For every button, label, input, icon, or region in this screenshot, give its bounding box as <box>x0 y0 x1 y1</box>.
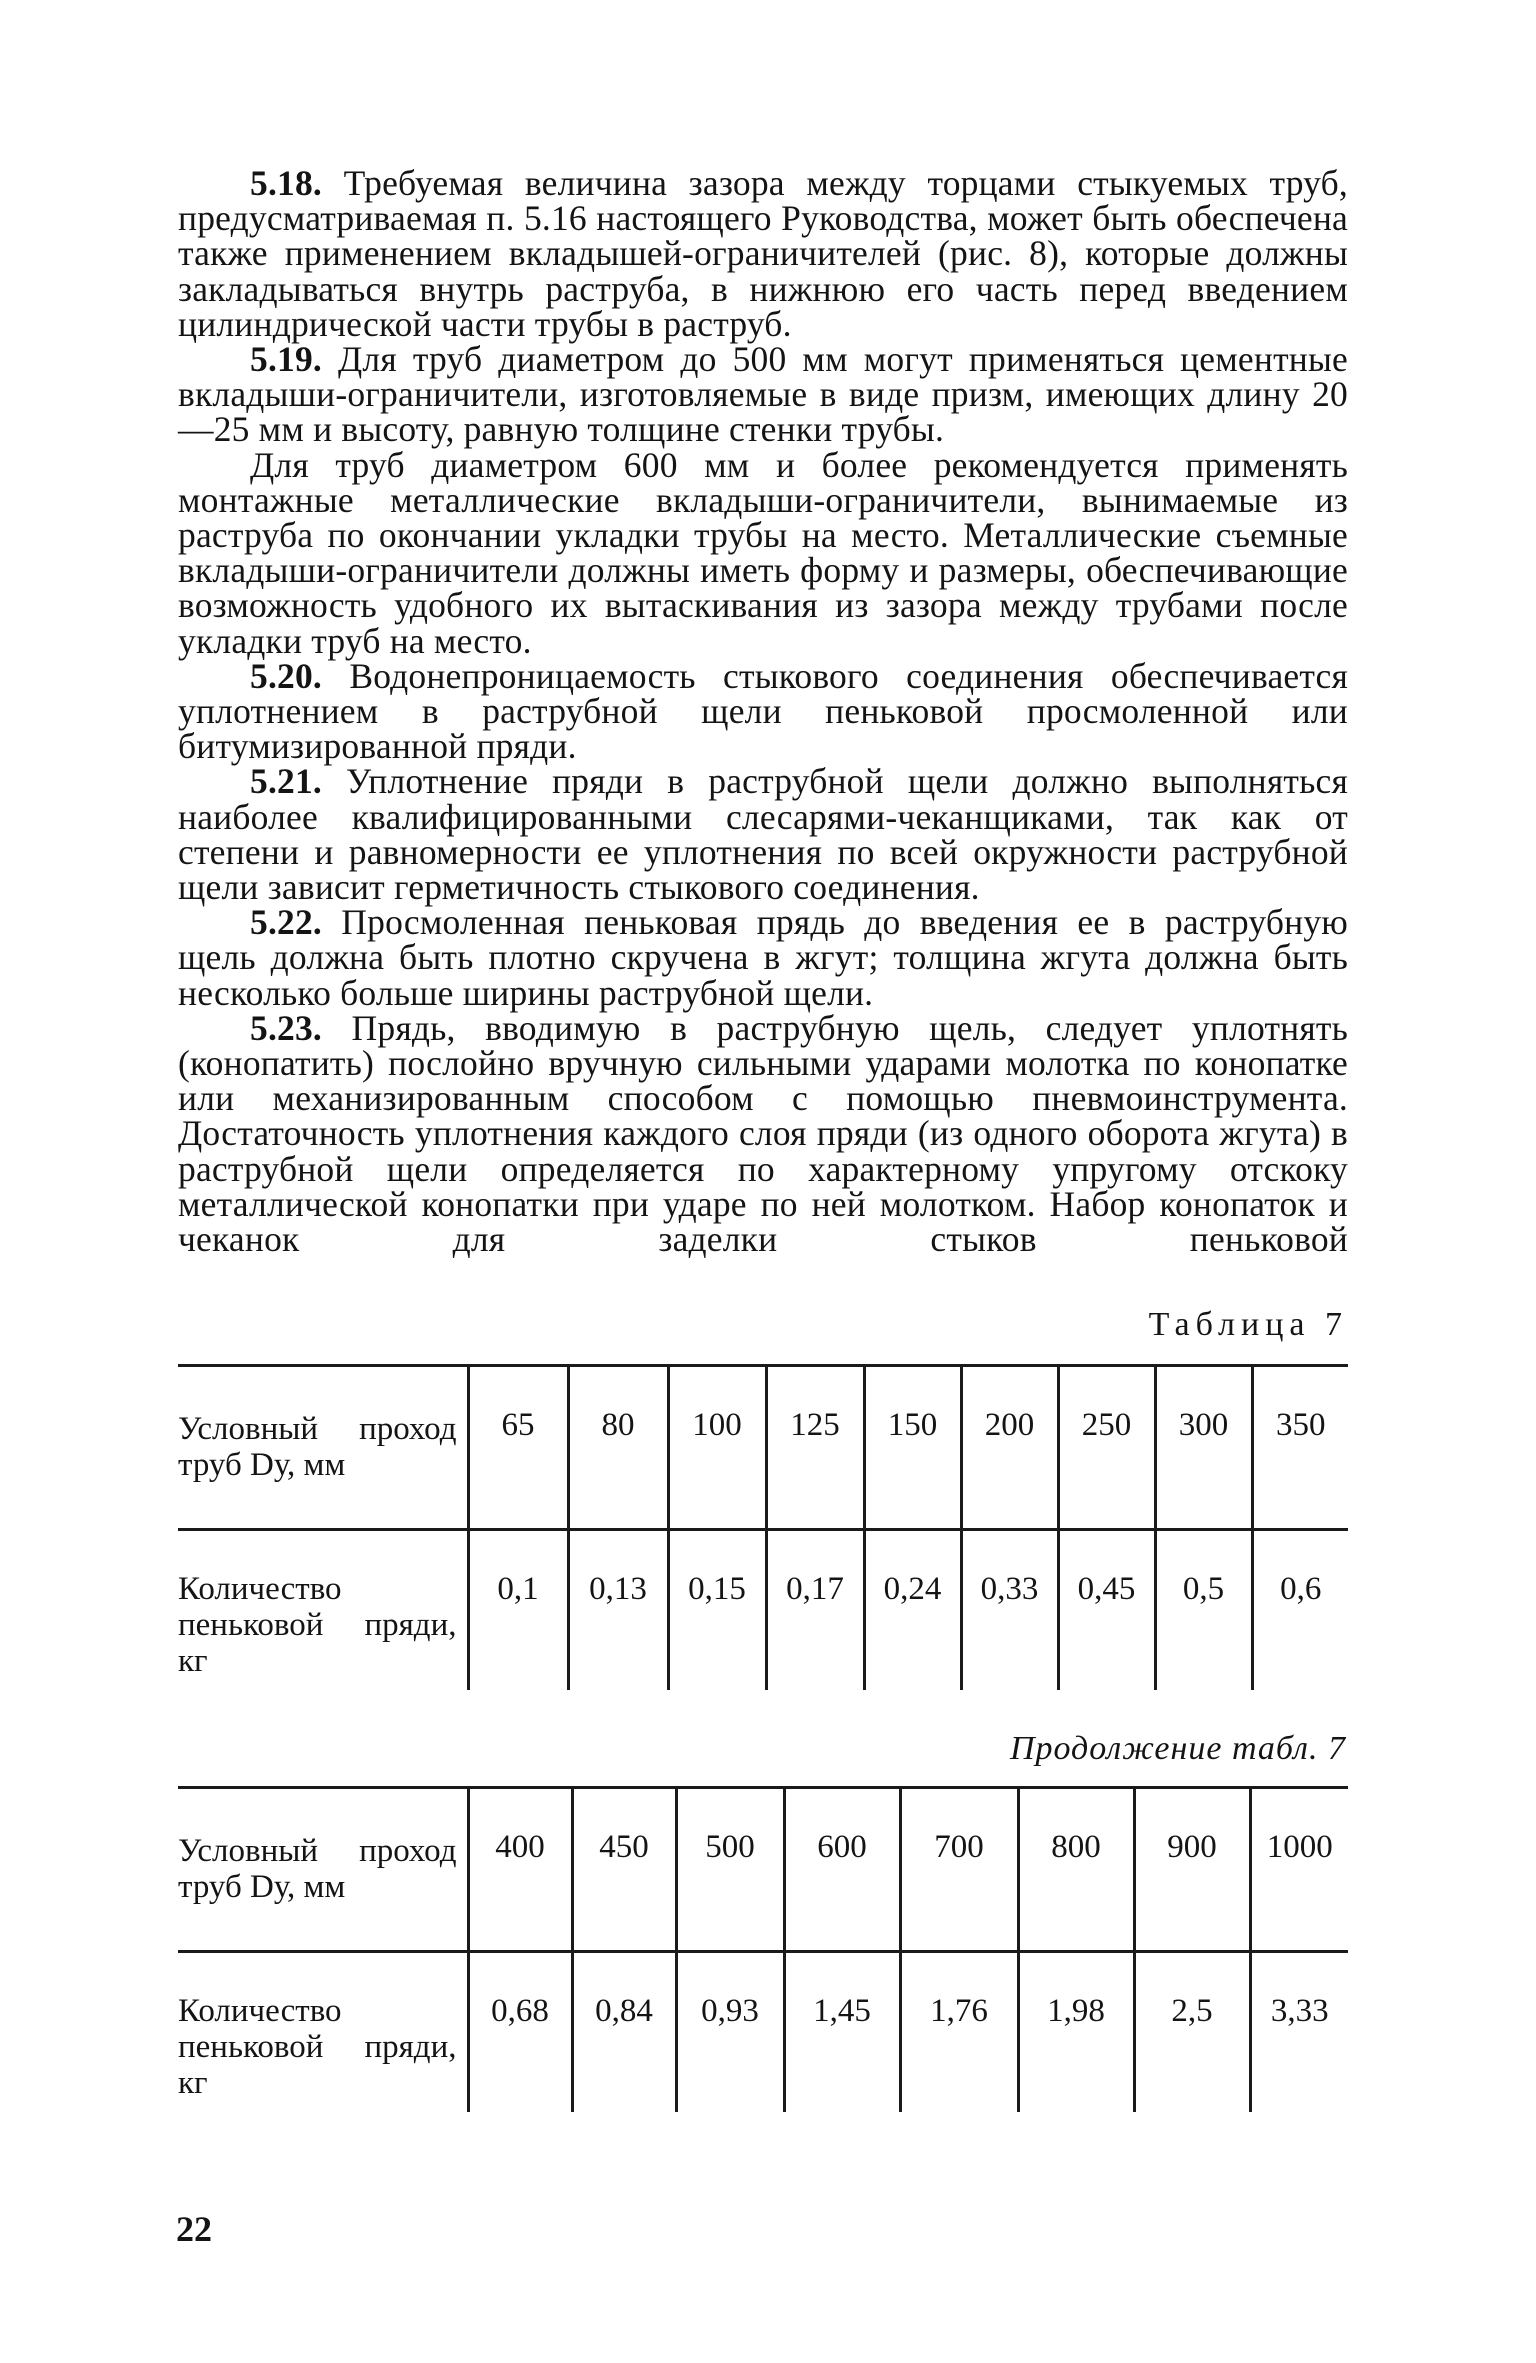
row-label-diameter: Условный проход труб Dу, мм <box>178 1833 457 1905</box>
cell-diameter: 125 <box>766 1366 864 1530</box>
table-caption: Таблица 7 <box>1148 1306 1348 1343</box>
cell-quantity: 1,98 <box>1018 1952 1134 2112</box>
cell-diameter: 65 <box>468 1366 568 1530</box>
cell-diameter: 900 <box>1134 1788 1250 1952</box>
cell-quantity: 0,68 <box>468 1952 572 2112</box>
cell-quantity: 0,33 <box>961 1530 1058 1690</box>
paragraph-text: Требуемая величина зазора между торцами стыкуемых труб, предусматриваемая п. 5.16 настоящего Руководства, может быть обеспечена также применением вкладышей-ограничителей (рис. 8), которые должны закладываться внутрь раструба, в нижнюю его часть перед введением цилиндрической части трубы в раструб. <box>178 163 1349 344</box>
cell-quantity: 0,17 <box>766 1530 864 1690</box>
paragraph-5-21 <box>178 761 1348 908</box>
cell-diameter: 800 <box>1018 1788 1134 1952</box>
cell-quantity: 0,15 <box>668 1530 766 1690</box>
cell-quantity: 0,45 <box>1058 1530 1155 1690</box>
cell-diameter: 500 <box>676 1788 784 1952</box>
paragraph-5-19 <box>178 339 1349 450</box>
cell-diameter: 200 <box>961 1366 1058 1530</box>
cell-diameter: 600 <box>784 1788 900 1952</box>
paragraph-number: 5.21. <box>250 761 322 802</box>
table-7-part-1 <box>178 1364 1348 1690</box>
table-7-part-2 <box>178 1786 1348 2112</box>
paragraph-text: Просмоленная пеньковая прядь до введения ее в раструбную щель должна быть плотно скручена в жгут; толщина жгута должна быть несколько больше ширины раструбной щели. <box>178 902 1348 1013</box>
cell-quantity: 0,93 <box>676 1952 784 2112</box>
cell-diameter: 80 <box>568 1366 668 1530</box>
cell-diameter: 150 <box>864 1366 961 1530</box>
paragraph-number: 5.22. <box>250 902 322 943</box>
paragraph-number: 5.19. <box>250 339 322 380</box>
cell-quantity: 0,24 <box>864 1530 961 1690</box>
paragraph-5-18 <box>178 163 1349 344</box>
cell-diameter: 250 <box>1058 1366 1155 1530</box>
row-label-diameter: Условный проход труб Dу, мм <box>178 1411 457 1483</box>
paragraph-number: 5.20. <box>250 655 322 696</box>
cell-quantity: 0,5 <box>1155 1530 1252 1690</box>
cell-quantity: 1,45 <box>784 1952 900 2112</box>
cell-quantity: 0,84 <box>572 1952 676 2112</box>
table-row <box>178 1366 1348 1530</box>
row-label-quantity: Количество пеньковой пряди, кг <box>178 1993 457 2101</box>
table-row <box>178 1530 1348 1690</box>
paragraph-5-22 <box>178 902 1348 1013</box>
paragraph-text: Водонепроницаемость стыкового соединения обеспечивается уплотнением в раструбной щели пеньковой просмоленной или битумизированной пряди. <box>178 655 1348 767</box>
cell-diameter: 400 <box>468 1788 572 1952</box>
cell-diameter: 350 <box>1252 1366 1348 1530</box>
paragraph-number: 5.23. <box>250 1007 322 1048</box>
cell-diameter: 300 <box>1155 1366 1252 1530</box>
paragraph-text: Для труб диаметром до 500 мм могут применяться цементные вкладыши-ограничители, изготовляемые в виде призм, имеющих длину 20—25 мм и высоту, равную толщине стенки трубы. <box>178 339 1349 450</box>
cell-quantity: 0,13 <box>568 1530 668 1690</box>
cell-quantity: 0,1 <box>468 1530 568 1690</box>
cell-diameter: 700 <box>900 1788 1018 1952</box>
table-continuation-caption: Продолжение табл. 7 <box>1009 1730 1346 1767</box>
cell-quantity: 0,6 <box>1252 1530 1348 1690</box>
paragraph-5-23 <box>178 1007 1349 1260</box>
cell-quantity: 1,76 <box>900 1952 1018 2112</box>
page-number: 22 <box>176 2209 212 2249</box>
paragraph-number: 5.18. <box>250 163 322 203</box>
cell-diameter: 100 <box>668 1366 766 1530</box>
table-row <box>178 1788 1348 1952</box>
paragraph-text: Уплотнение пряди в раструбной щели должно выполняться наиболее квалифицированными слесарями-чеканщиками, так как от степени и равномерности ее уплотнения по всей окружности раструбной щели зависит герметичность стыкового соединения. <box>178 761 1348 908</box>
cell-diameter: 1000 <box>1250 1788 1348 1952</box>
table-row <box>178 1952 1348 2112</box>
cell-quantity: 3,33 <box>1250 1952 1348 2112</box>
paragraph-5-19-cont <box>178 444 1348 661</box>
paragraph-5-20 <box>178 655 1348 767</box>
paragraph-text: Для труб диаметром 600 мм и более рекомендуется применять монтажные металлические вкладыши-ограничители, вынимаемые из раструба по окончании укладки трубы на место. Металлические съемные вкладыши-ограничители должны иметь форму и размеры, обеспечивающие возможность удобного их вытаскивания из зазора между трубами после укладки труб на место. <box>178 444 1348 661</box>
paragraph-text: Прядь, вводимую в раструбную щель, следует уплотнять (конопатить) послойно вручную сильными ударами молотка по конопатке или механизированным способом с помощью пневмоинструмента. Достаточность уплотнения каждого слоя пряди (из одного оборота жгута) в раструбной щели определяется по характерному упругому отскоку металлической конопатки при ударе по ней молотком. Набор конопаток и чеканок для заделки стыков пеньковой <box>178 1007 1349 1260</box>
cell-diameter: 450 <box>572 1788 676 1952</box>
body-text <box>178 163 1349 1260</box>
cell-quantity: 2,5 <box>1134 1952 1250 2112</box>
row-label-quantity: Количество пеньковой пряди, кг <box>178 1571 457 1679</box>
